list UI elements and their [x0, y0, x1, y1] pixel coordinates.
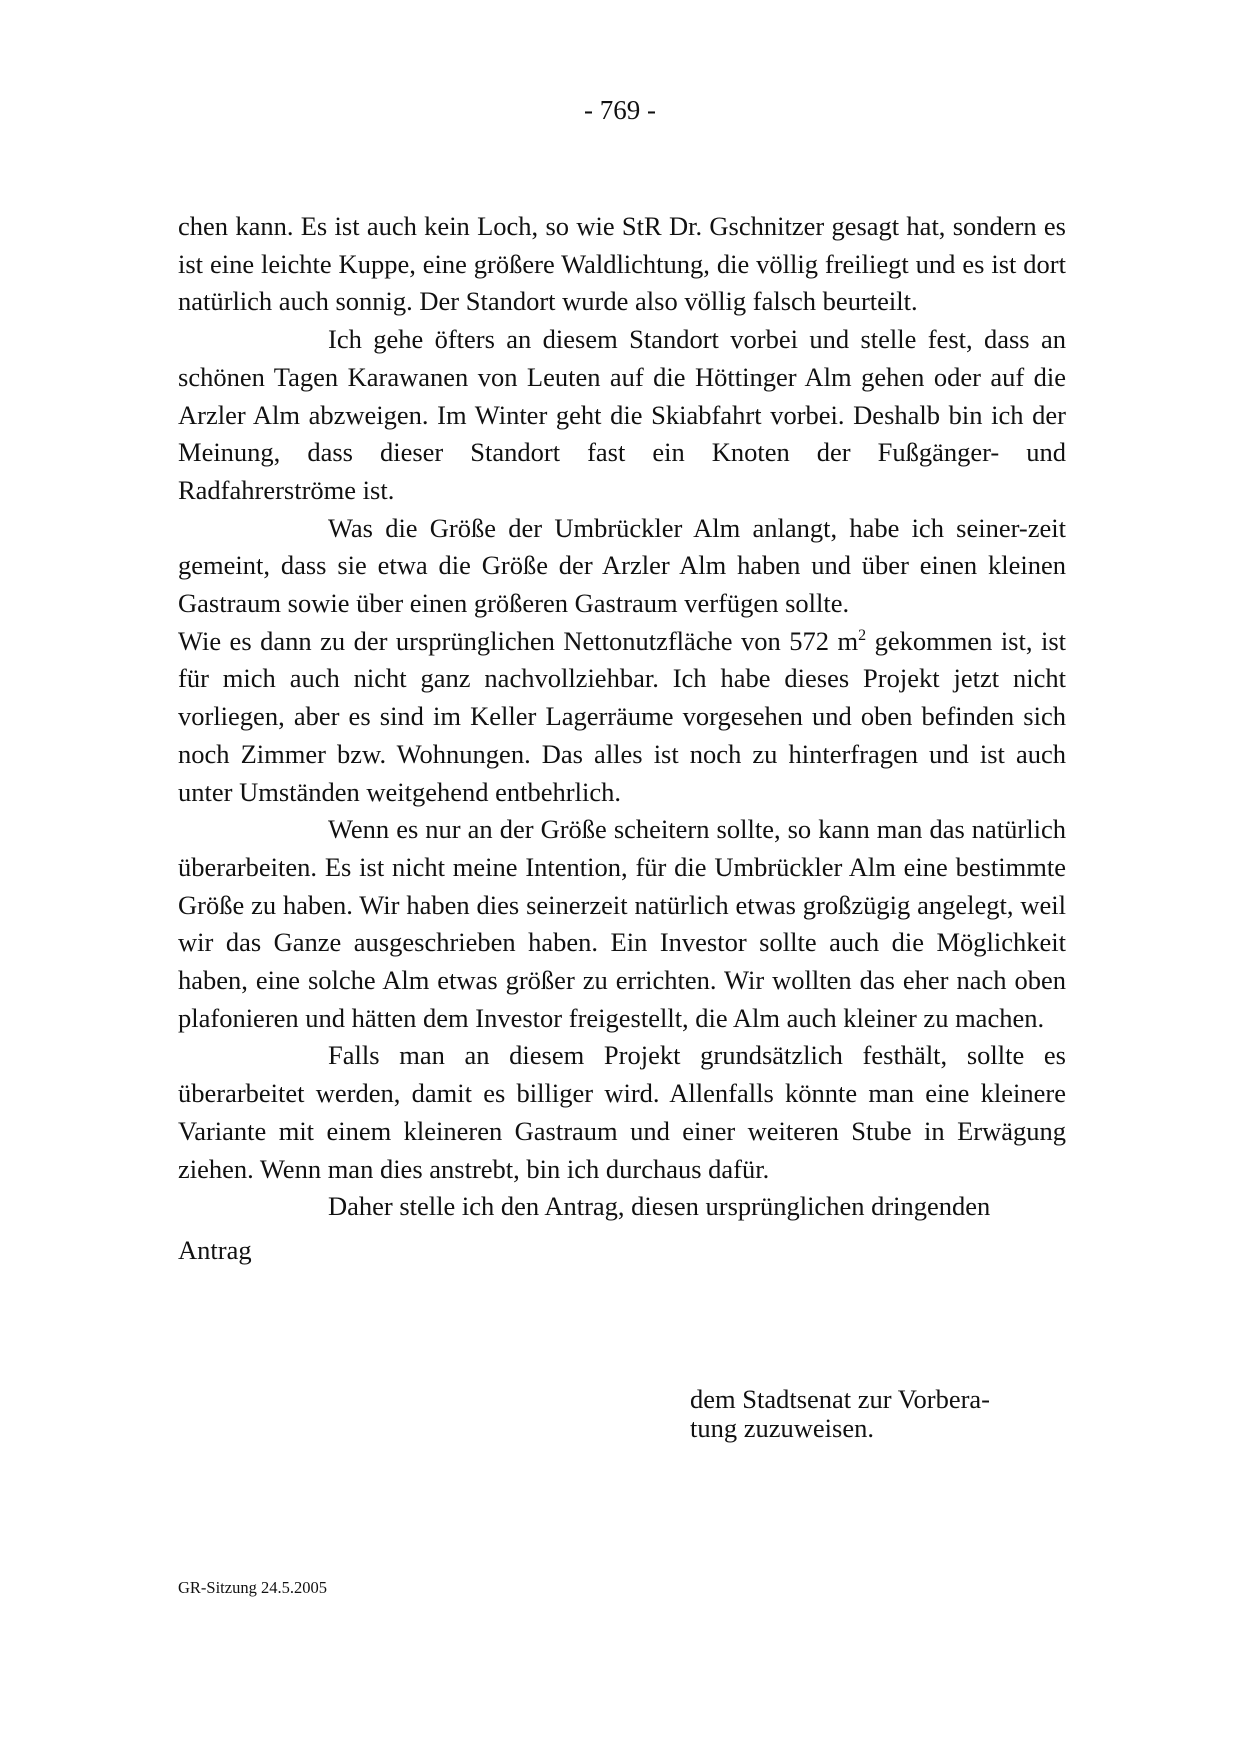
- motion-line-1: dem Stadtsenat zur Vorbera-: [690, 1384, 991, 1414]
- square-superscript: 2: [858, 626, 867, 644]
- page-number: - 769 -: [584, 95, 656, 125]
- closing-word: Antrag: [178, 1234, 252, 1265]
- paragraph-3: Was die Größe der Umbrückler Alm anlangt, habe ich seiner-zeit gemeint, dass sie etwa die Größe der Arzler Alm haben und über einen kleinen Gastraum sowie über einen größeren Gastraum verfügen sollte.: [178, 512, 1066, 619]
- net-area-text-before: Wie es dann zu der ursprünglichen Nettonutzfläche von 572 m: [178, 625, 859, 656]
- paragraph-5: Falls man an diesem Projekt grundsätzlich festhält, sollte es überarbeitet werden, damit es billiger wird. Allenfalls könnte man eine kleinere Variante mit einem kleineren Gastraum und einer weiteren Stube in Erwägung ziehen. Wenn man dies anstrebt, bin ich durchaus dafür.: [178, 1040, 1066, 1184]
- paragraph-6: Daher stelle ich den Antrag, diesen ursprünglichen dringenden: [328, 1191, 991, 1222]
- motion-block: [690, 1385, 1070, 1443]
- net-area-text-after: gekommen ist, ist für mich auch nicht ganz nachvollziehbar. Ich habe dieses Projekt jetzt nicht vorliegen, aber es sind im Keller Lagerräume vorgesehen und oben befinden sich noch Zimmer bzw. Wohnungen. Das alles ist noch zu hinterfragen und ist auch unter Umständen weitgehend entbehrlich.: [178, 625, 1066, 807]
- footer: GR-Sitzung 24.5.2005: [178, 1578, 327, 1597]
- body-text: [178, 208, 1066, 1270]
- paragraph-4: Wenn es nur an der Größe scheitern sollte, so kann man das natürlich überarbeiten. Es ist nicht meine Intention, für die Umbrückler Alm eine bestimmte Größe zu haben. Wir haben dies seinerzeit natürlich etwas großzügig angelegt, weil wir das Ganze ausgeschrieben haben. Ein Investor sollte auch die Möglichkeit haben, eine solche Alm etwas größer zu errichten. Wir wollten das eher nach oben plafonieren und hätten dem Investor freigestellt, die Alm auch kleiner zu machen.: [178, 814, 1066, 1033]
- paragraph-2: Ich gehe öfters an diesem Standort vorbei und stelle fest, dass an schönen Tagen Karawanen von Leuten auf die Höttinger Alm gehen oder auf die Arzler Alm abzweigen. Im Winter geht die Skiabfahrt vorbei. Deshalb bin ich der Meinung, dass dieser Standort fast ein Knoten der Fußgänger- und Radfahrerströme ist.: [178, 324, 1066, 505]
- paragraph-1: chen kann. Es ist auch kein Loch, so wie StR Dr. Gschnitzer gesagt hat, sondern es ist eine leichte Kuppe, eine größere Waldlichtung, die völlig freiliegt und es ist dort natürlich auch sonnig. Der Standort wurde also völlig falsch beurteilt.: [178, 211, 1066, 317]
- motion-line-2: tung zuzuweisen.: [690, 1413, 874, 1443]
- paragraph-net-area: [178, 623, 1066, 812]
